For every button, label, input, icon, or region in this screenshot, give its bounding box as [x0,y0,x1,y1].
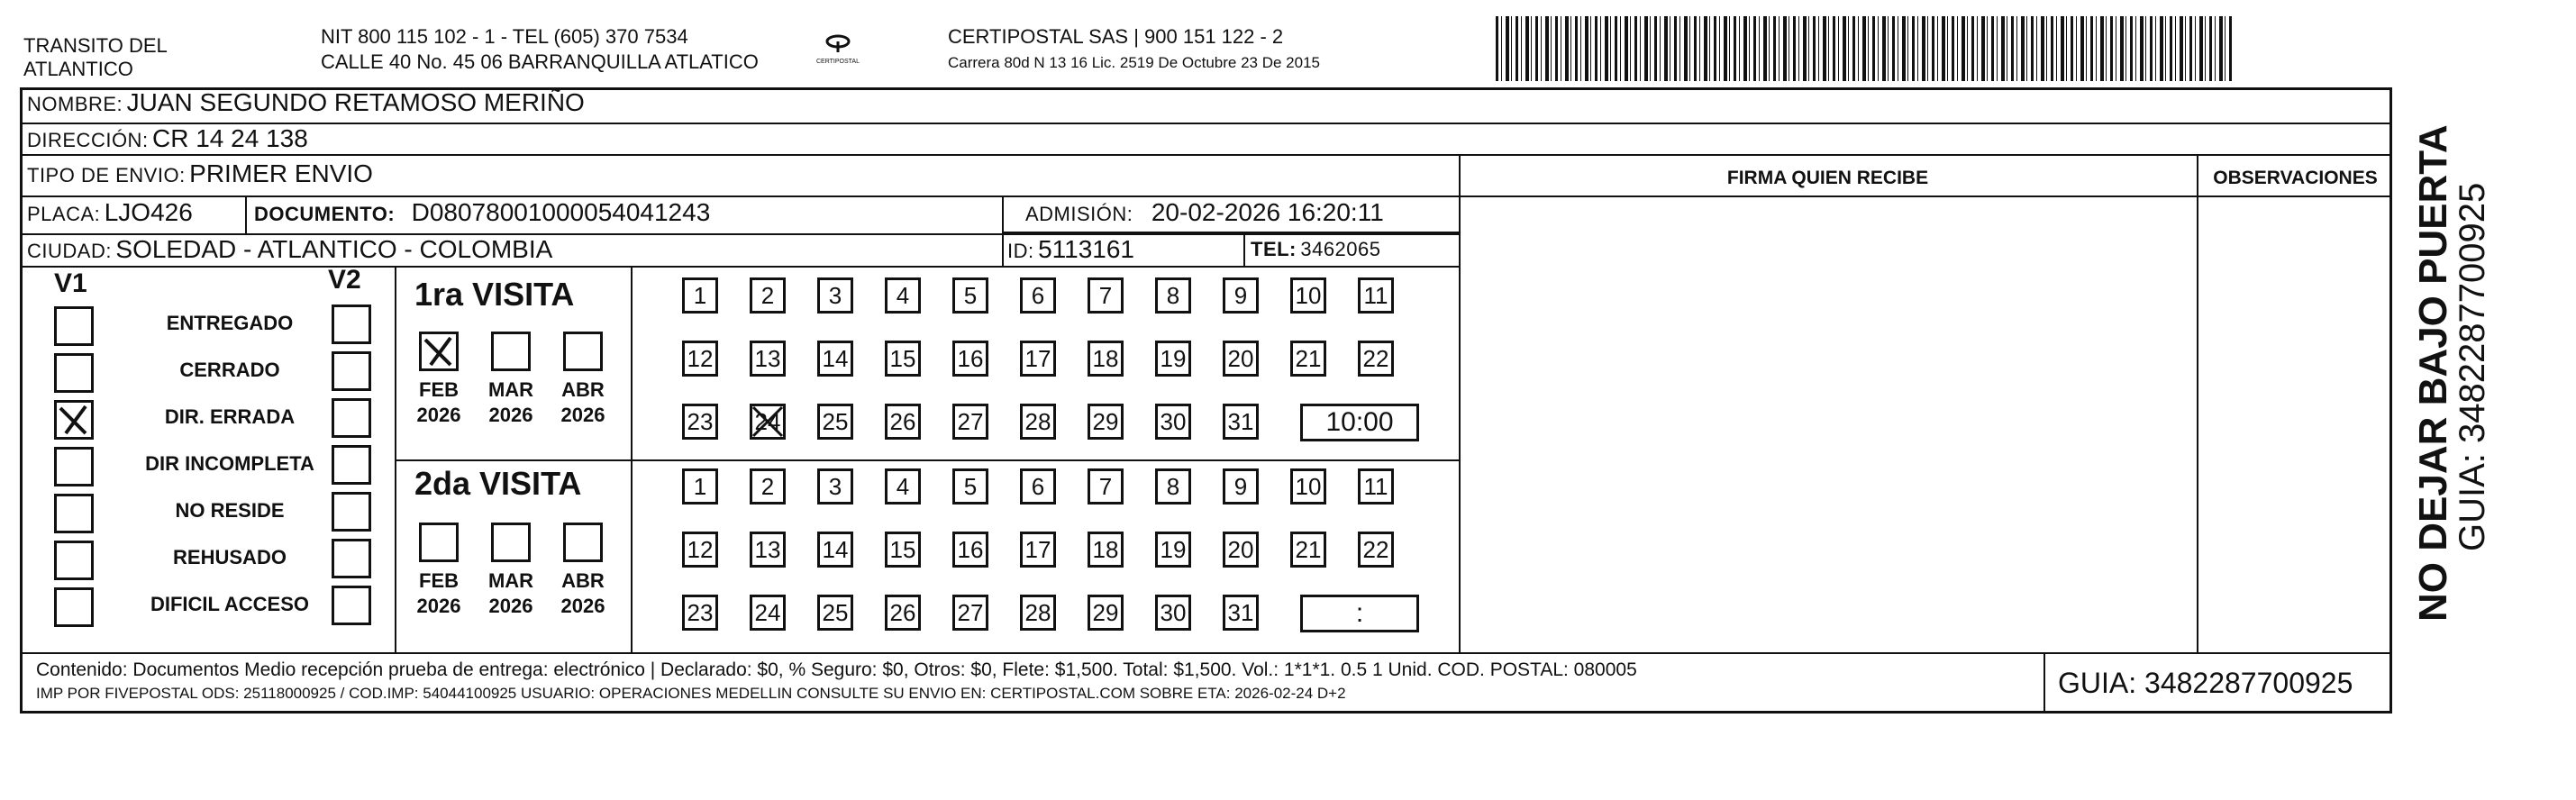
visit1-time-field[interactable]: 10:00 [1300,404,1419,441]
visit1-month-checkbox[interactable] [419,332,459,371]
col-line [2197,154,2198,652]
status-v1-checkbox[interactable] [54,447,94,486]
visit1-month-checkbox[interactable] [491,332,531,371]
col-line [1002,195,1004,266]
status-v1-checkbox[interactable] [54,494,94,533]
company-license: Carrera 80d N 13 16 Lic. 2519 De Octubre 23 De 2015 [948,54,1320,71]
visit2-day-2[interactable]: 2 [750,468,786,505]
status-v1-checkbox[interactable] [54,587,94,627]
visit2-month-label: FEB [419,569,459,592]
visit2-day-14[interactable]: 14 [817,532,853,568]
col-line [245,195,247,233]
visit2-day-22[interactable]: 22 [1358,532,1394,568]
tel-value: 3462065 [1300,238,1381,260]
type-label: TIPO DE ENVIO: [27,164,186,186]
row-line [395,459,1459,461]
status-v2-checkbox[interactable] [332,351,371,391]
certipostal-logo [811,32,865,72]
visit1-day-14[interactable]: 14 [817,341,853,377]
city-label: CIUDAD: [27,240,112,262]
visit1-day-11[interactable]: 11 [1358,277,1394,314]
address-label: DIRECCIÓN: [27,129,149,151]
plate-value: LJO426 [104,198,193,226]
doc-value: D08078001000054041243 [411,198,711,226]
visit2-day-23[interactable]: 23 [682,595,718,631]
status-label: CERRADO [179,359,280,381]
visit2-day-20[interactable]: 20 [1223,532,1259,568]
status-label: ENTREGADO [166,312,294,334]
visit2-day-28[interactable]: 28 [1020,595,1056,631]
col-line [1243,233,1245,266]
visit2-month-label: MAR [487,569,534,592]
footer-imp: IMP POR FIVEPOSTAL ODS: 25118000925 / COD.IMP: 54044100925 USUARIO: OPERACIONES MEDELLIN CONSULTE SU ENVIO EN: CERTIPOSTAL.COM SOBRE ETA: 2026-02-24 D+2 [36,685,1346,702]
status-v1-checkbox[interactable] [54,306,94,346]
barcode [1496,16,2235,81]
id-row [1007,235,1134,264]
company-name: CERTIPOSTAL SAS | 900 151 122 - 2 [948,25,1284,48]
visit1-title: 1ra VISITA [414,276,575,313]
visit1-day-28[interactable]: 28 [1020,404,1056,440]
footer-content: Contenido: Documentos Medio recepción prueba de entrega: electrónico | Declarado: $0, % Seguro: $0, Otros: $0, Flete: $1,500. Total: $1,500. Vol.: 1*1*1. 0.5 1 Unid. COD. POSTAL: 080005 [36,659,1637,680]
plate-label: PLACA: [27,203,101,225]
name-row [27,88,585,117]
status-v2-checkbox[interactable] [332,539,371,578]
side-guia: GUIA: 3482287700925 [2453,182,2492,551]
visit1-year-label: 2026 [416,404,461,426]
status-v2-checkbox[interactable] [332,398,371,438]
observations-area[interactable] [2199,197,2390,650]
visit1-day-21[interactable]: 21 [1290,341,1326,377]
visit2-day-27[interactable]: 27 [952,595,988,631]
visit1-year-label: 2026 [488,404,533,426]
row-line [1459,195,2392,196]
col-line [395,266,396,652]
visit2-year-label: 2026 [488,595,533,617]
visit1-month-label: ABR [561,378,605,401]
footer-guia: GUIA: 3482287700925 [2058,667,2353,699]
visit2-day-3[interactable]: 3 [817,468,853,505]
visit1-day-24[interactable]: 24 [750,404,786,440]
v2-label: V2 [328,265,361,295]
admission-row [1025,198,1384,227]
signature-area[interactable] [1461,197,2195,650]
visit2-day-9[interactable]: 9 [1223,468,1259,505]
visit1-day-4[interactable]: 4 [885,277,921,314]
visit2-day-10[interactable]: 10 [1290,468,1326,505]
row-line [1002,232,1459,233]
v1-label: V1 [54,268,87,298]
visit2-day-21[interactable]: 21 [1290,532,1326,568]
row-line [20,154,2392,156]
row-line [20,123,2392,124]
visit2-title: 2da VISITA [414,465,582,502]
col-line [1459,154,1461,652]
visit1-day-30[interactable]: 30 [1155,404,1191,440]
visit2-month-checkbox[interactable] [491,523,531,562]
visit1-day-31[interactable]: 31 [1223,404,1259,440]
side-warning: NO DEJAR BAJO PUERTA [2411,124,2455,622]
tel-row [1251,238,1381,261]
visit1-day-20[interactable]: 20 [1223,341,1259,377]
visit1-day-15[interactable]: 15 [885,341,921,377]
visit1-day-7[interactable]: 7 [1088,277,1124,314]
visit1-day-19[interactable]: 19 [1155,341,1191,377]
admission-label: ADMISIÓN: [1025,203,1133,225]
status-v1-checkbox[interactable] [54,400,94,440]
row-line [20,652,2392,654]
visit1-day-16[interactable]: 16 [952,341,988,377]
status-v2-checkbox[interactable] [332,586,371,625]
col-line [631,266,633,652]
admission-value: 20-02-2026 16:20:11 [1151,198,1384,226]
visit2-day-19[interactable]: 19 [1155,532,1191,568]
id-value: 5113161 [1038,235,1135,263]
visit1-month-checkbox[interactable] [563,332,603,371]
visit2-day-24[interactable]: 24 [750,595,786,631]
observations-header: OBSERVACIONES [2213,168,2378,188]
visit2-day-26[interactable]: 26 [885,595,921,631]
visit2-day-30[interactable]: 30 [1155,595,1191,631]
visit1-day-25[interactable]: 25 [817,404,853,440]
visit1-year-label: 2026 [560,404,605,426]
visit2-year-label: 2026 [560,595,605,617]
visit1-day-2[interactable]: 2 [750,277,786,314]
address-value: CR 14 24 138 [152,124,308,152]
visit2-day-17[interactable]: 17 [1020,532,1056,568]
status-label: DIFICIL ACCESO [150,593,309,615]
visit2-day-6[interactable]: 6 [1020,468,1056,505]
visit1-day-10[interactable]: 10 [1290,277,1326,314]
signature-header: FIRMA QUIEN RECIBE [1726,168,1929,188]
visit1-day-9[interactable]: 9 [1223,277,1259,314]
visit2-day-12[interactable]: 12 [682,532,718,568]
status-label: DIR INCOMPLETA [145,452,314,475]
visit2-month-checkbox[interactable] [419,523,459,562]
visit2-month-checkbox[interactable] [563,523,603,562]
visit1-day-18[interactable]: 18 [1088,341,1124,377]
visit1-day-6[interactable]: 6 [1020,277,1056,314]
col-line [2044,652,2045,714]
visit2-day-7[interactable]: 7 [1088,468,1124,505]
visit2-day-11[interactable]: 11 [1358,468,1394,505]
status-v2-checkbox[interactable] [332,305,371,344]
visit2-day-4[interactable]: 4 [885,468,921,505]
visit1-day-13[interactable]: 13 [750,341,786,377]
visit2-day-13[interactable]: 13 [750,532,786,568]
visit1-day-22[interactable]: 22 [1358,341,1394,377]
visit2-day-8[interactable]: 8 [1155,468,1191,505]
visit1-day-8[interactable]: 8 [1155,277,1191,314]
status-v2-checkbox[interactable] [332,445,371,485]
visit2-day-25[interactable]: 25 [817,595,853,631]
status-label: REHUSADO [173,546,287,568]
city-row [27,235,552,264]
address-row [27,124,308,153]
transit-nit: NIT 800 115 102 - 1 - TEL (605) 370 7534 [321,25,688,48]
doc-row [254,198,710,227]
name-label: NOMBRE: [27,93,123,115]
id-label: ID: [1007,240,1034,262]
logo-icon [820,32,856,54]
visit2-day-16[interactable]: 16 [952,532,988,568]
city-value: SOLEDAD - ATLANTICO - COLOMBIA [115,235,553,263]
visit1-day-23[interactable]: 23 [682,404,718,440]
visit1-day-3[interactable]: 3 [817,277,853,314]
doc-label: DOCUMENTO: [254,203,396,225]
visit2-day-5[interactable]: 5 [952,468,988,505]
visit1-day-5[interactable]: 5 [952,277,988,314]
visit2-day-1[interactable]: 1 [682,468,718,505]
status-label: DIR. ERRADA [164,405,296,428]
name-value: JUAN SEGUNDO RETAMOSO MERIÑO [126,88,585,116]
visit2-day-15[interactable]: 15 [885,532,921,568]
type-row [27,159,373,188]
visit1-day-12[interactable]: 12 [682,341,718,377]
visit1-day-27[interactable]: 27 [952,404,988,440]
transit-address: CALLE 40 No. 45 06 BARRANQUILLA ATLATICO [321,50,759,73]
visit1-day-1[interactable]: 1 [682,277,718,314]
visit2-day-29[interactable]: 29 [1088,595,1124,631]
visit2-day-31[interactable]: 31 [1223,595,1259,631]
visit1-day-26[interactable]: 26 [885,404,921,440]
visit1-month-label: MAR [487,378,534,401]
status-v1-checkbox[interactable] [54,353,94,393]
transit-name: TRANSITO DEL ATLANTICO [23,34,168,80]
visit2-time-field[interactable]: : [1300,595,1419,632]
visit1-month-label: FEB [419,378,459,401]
row-line [20,266,1459,268]
status-label: NO RESIDE [175,499,285,522]
plate-row [27,198,193,227]
visit2-day-18[interactable]: 18 [1088,532,1124,568]
tel-label: TEL: [1251,238,1297,260]
visit2-year-label: 2026 [416,595,461,617]
visit1-day-29[interactable]: 29 [1088,404,1124,440]
logo-text: CERTIPOSTAL [816,59,860,65]
visit2-month-label: ABR [561,569,605,592]
status-v1-checkbox[interactable] [54,541,94,580]
visit1-day-17[interactable]: 17 [1020,341,1056,377]
status-v2-checkbox[interactable] [332,492,371,532]
type-value: PRIMER ENVIO [189,159,373,187]
